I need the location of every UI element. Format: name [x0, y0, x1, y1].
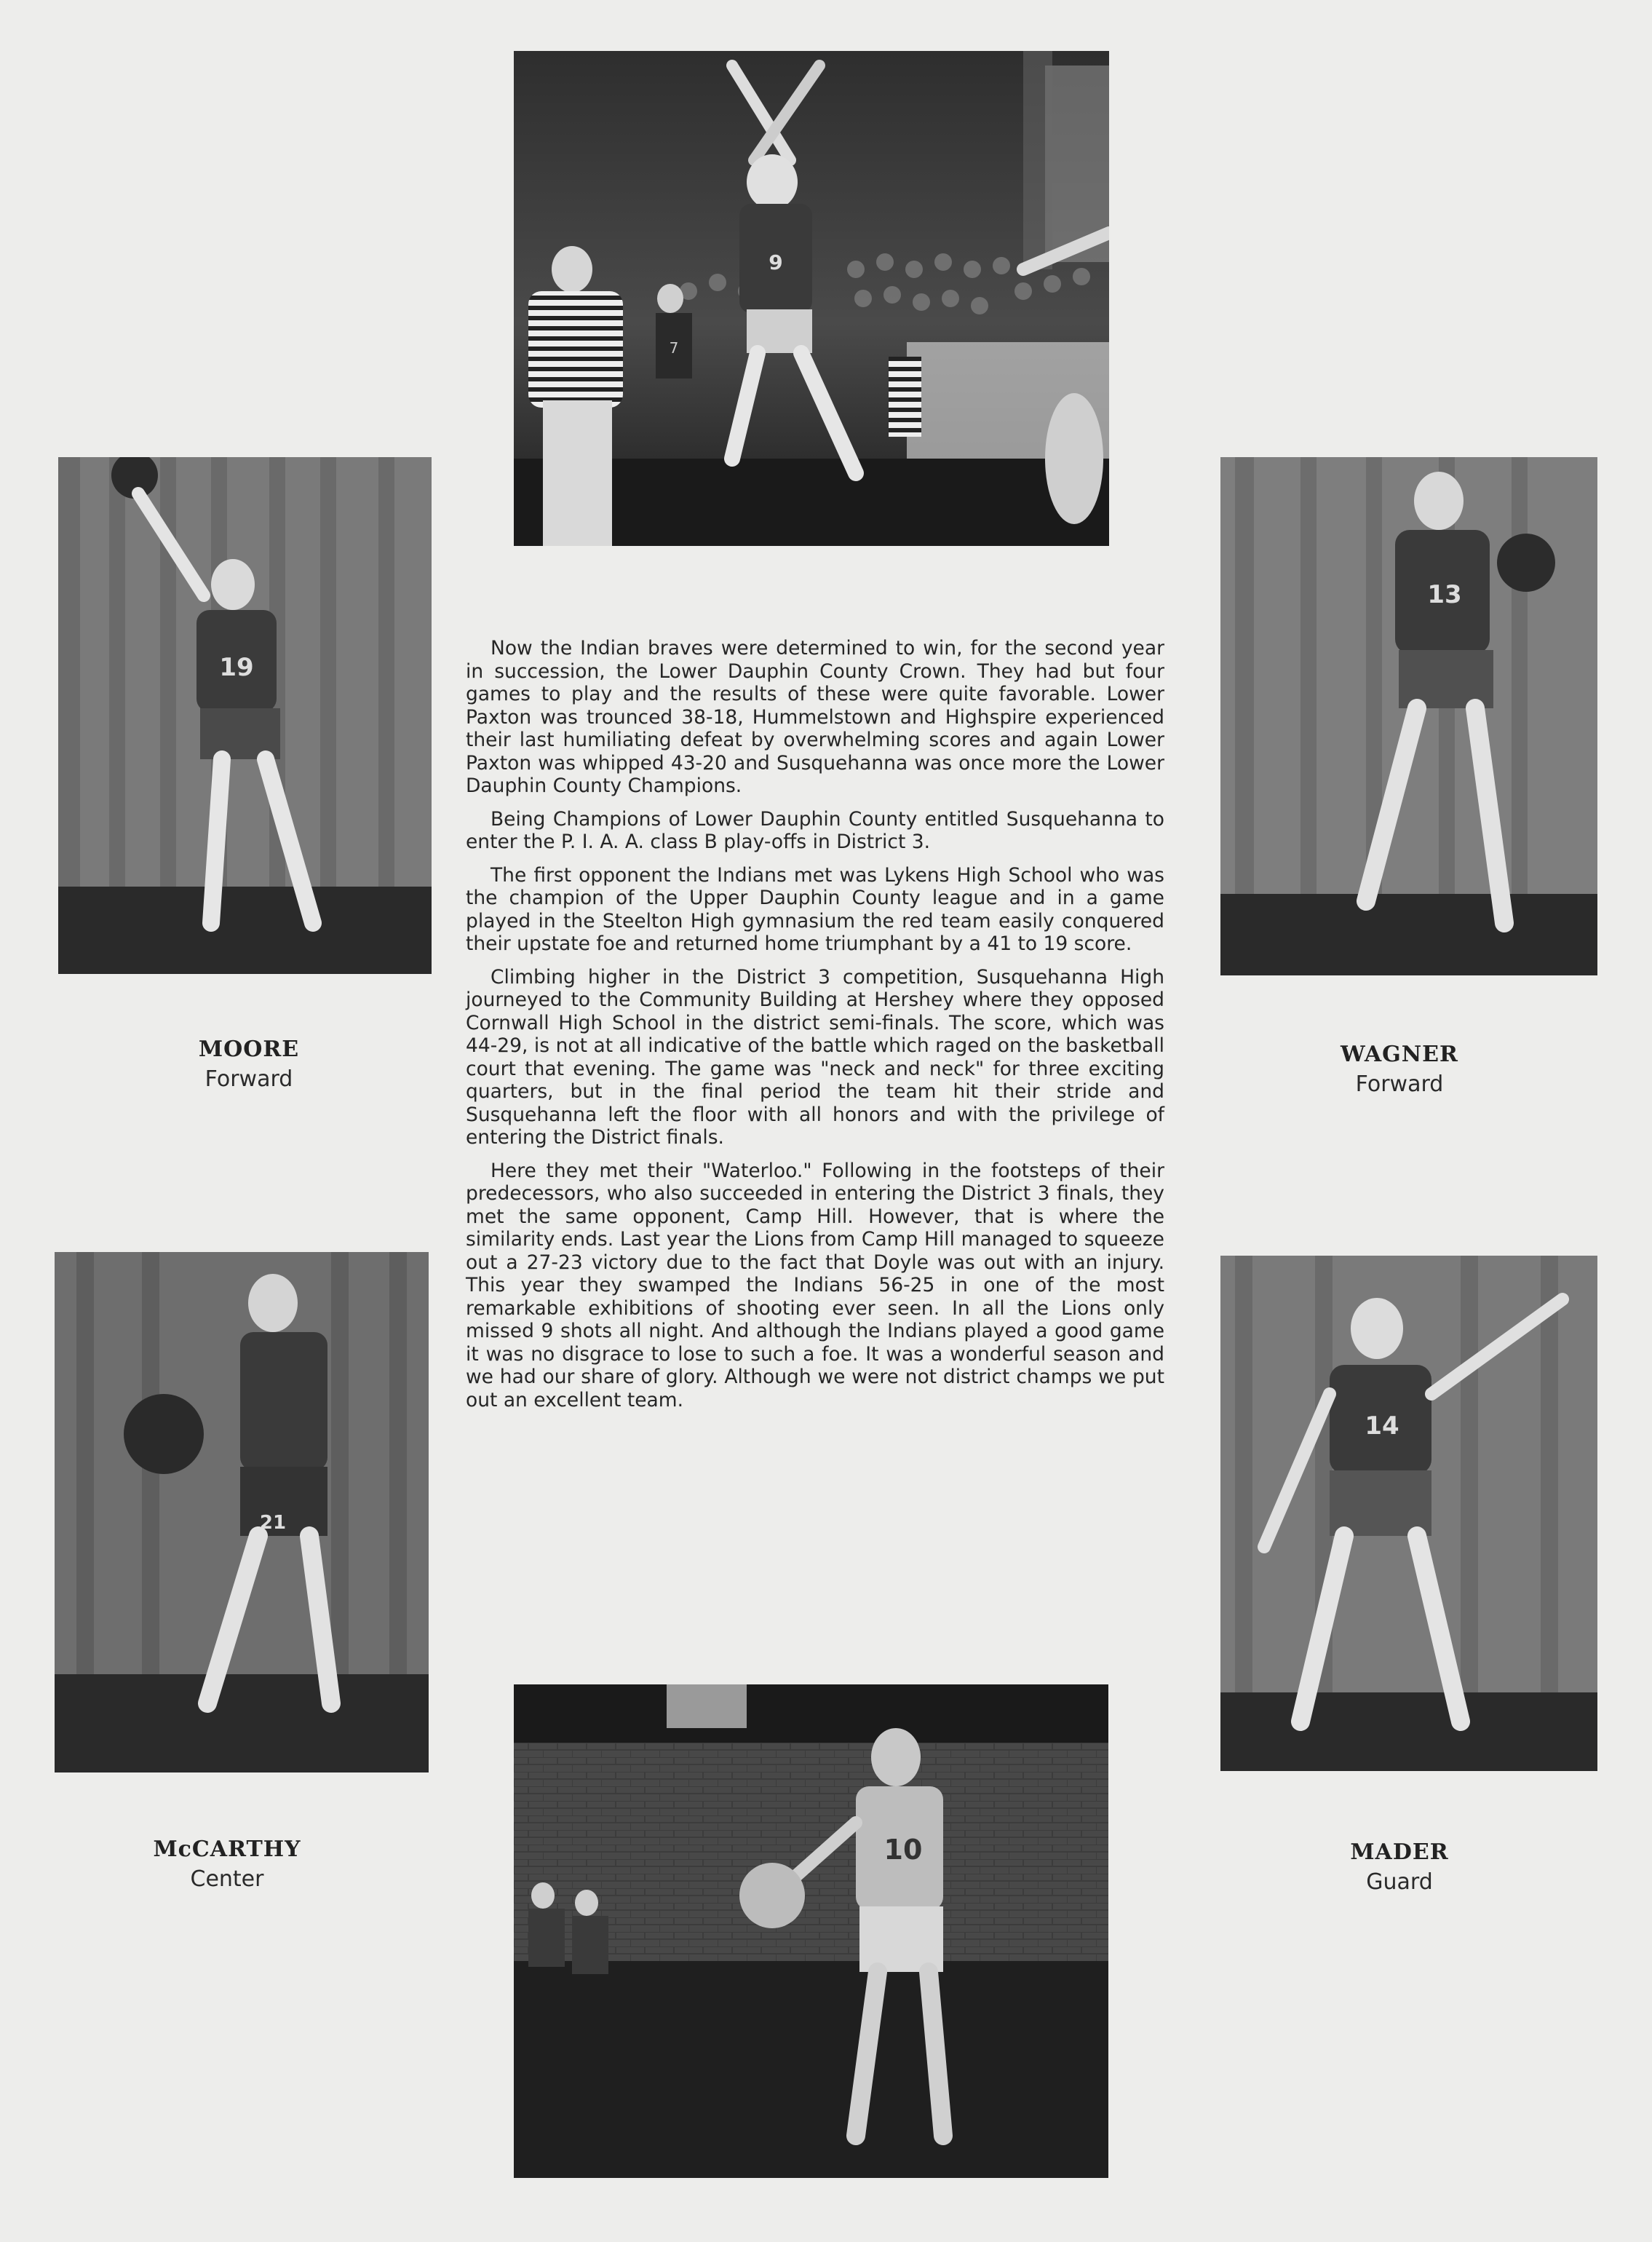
jersey-number: 14 — [1365, 1411, 1399, 1441]
player-position: Forward — [1355, 1072, 1444, 1097]
wagner-image — [1220, 457, 1597, 975]
jersey-number: 13 — [1427, 580, 1462, 609]
jersey-number: 10 — [883, 1834, 923, 1866]
moore-image — [58, 457, 432, 974]
jump-ball-image — [514, 51, 1109, 546]
caption-moore — [140, 1037, 358, 1092]
jersey-number: 21 — [259, 1512, 287, 1534]
player-name: MADER — [1350, 1839, 1449, 1865]
jersey-number: 7 — [669, 339, 679, 357]
photo-jump-ball — [514, 51, 1109, 546]
photo-dribble — [514, 1684, 1108, 2178]
article-paragraph: Being Champions of Lower Dauphin County entitled Susquehanna to enter the P. I. A. A. class B play-offs in District 3. — [466, 807, 1164, 853]
article-body — [466, 637, 1164, 1422]
caption-wagner — [1290, 1042, 1509, 1097]
photo-mccarthy — [55, 1252, 429, 1772]
caption-mccarthy — [118, 1837, 336, 1892]
mader-image — [1220, 1256, 1597, 1771]
player-position: Forward — [204, 1066, 293, 1092]
article-paragraph: Climbing higher in the District 3 competition, Susquehanna High journeyed to the Community Building at Hershey where they opposed Cornwall High School in the district semi-finals. The score, which was 44-29, is not at all indicative of the battle which raged on the basketball court that evening. The game was "neck and neck" for three exciting quarters, but in the final period the team hit their stride and Susquehanna left the floor with all honors and with the privilege of entering the District finals. — [466, 965, 1164, 1149]
caption-mader — [1290, 1839, 1509, 1895]
player-position: Guard — [1366, 1869, 1433, 1895]
player-name: WAGNER — [1341, 1042, 1458, 1067]
player-name: MOORE — [198, 1037, 300, 1062]
article-paragraph: Here they met their "Waterloo." Following in the footsteps of their predecessors, who also succeeded in entering the District 3 finals, they met the same opponent, Camp Hill. However, that is where the similarity ends. Last year the Lions from Camp Hill managed to squeeze out a 27-23 victory due to the fact that Doyle was out with an injury. This year they swamped the Indians 56-25 in one of the most remarkable exhibitions of shooting ever seen. In all the Lions only missed 9 shots all night. And although the Indians played a good game it was no disgrace to lose to such a foe. It was a wonderful season and we had our share of glory. Although we were not district champs we put out an excellent team. — [466, 1159, 1164, 1411]
photo-moore — [58, 457, 432, 974]
dribble-image — [514, 1684, 1108, 2178]
mccarthy-image — [55, 1252, 429, 1772]
article-paragraph: The first opponent the Indians met was Lykens High School who was the champion of the Upper Dauphin County league and in a game played in the Steelton High gymnasium the red team easily conquered their upstate foe and returned home triumphant by a 41 to 19 score. — [466, 863, 1164, 955]
jersey-number: 9 — [769, 250, 783, 274]
jersey-number: 19 — [219, 653, 254, 682]
photo-wagner — [1220, 457, 1597, 975]
player-name: McCARTHY — [153, 1837, 301, 1862]
photo-mader — [1220, 1256, 1597, 1771]
article-paragraph: Now the Indian braves were determined to win, for the second year in succession, the Lower Dauphin County Crown. They had but four games to play and the results of these were quite favorable. Lower Paxton was trounced 38-18, Hummelstown and Highspire experienced their last humiliating defeat by overwhelming scores and again Lower Paxton was whipped 43-20 and Susquehanna was once more the Lower Dauphin County Champions. — [466, 637, 1164, 797]
player-position: Center — [190, 1866, 264, 1892]
